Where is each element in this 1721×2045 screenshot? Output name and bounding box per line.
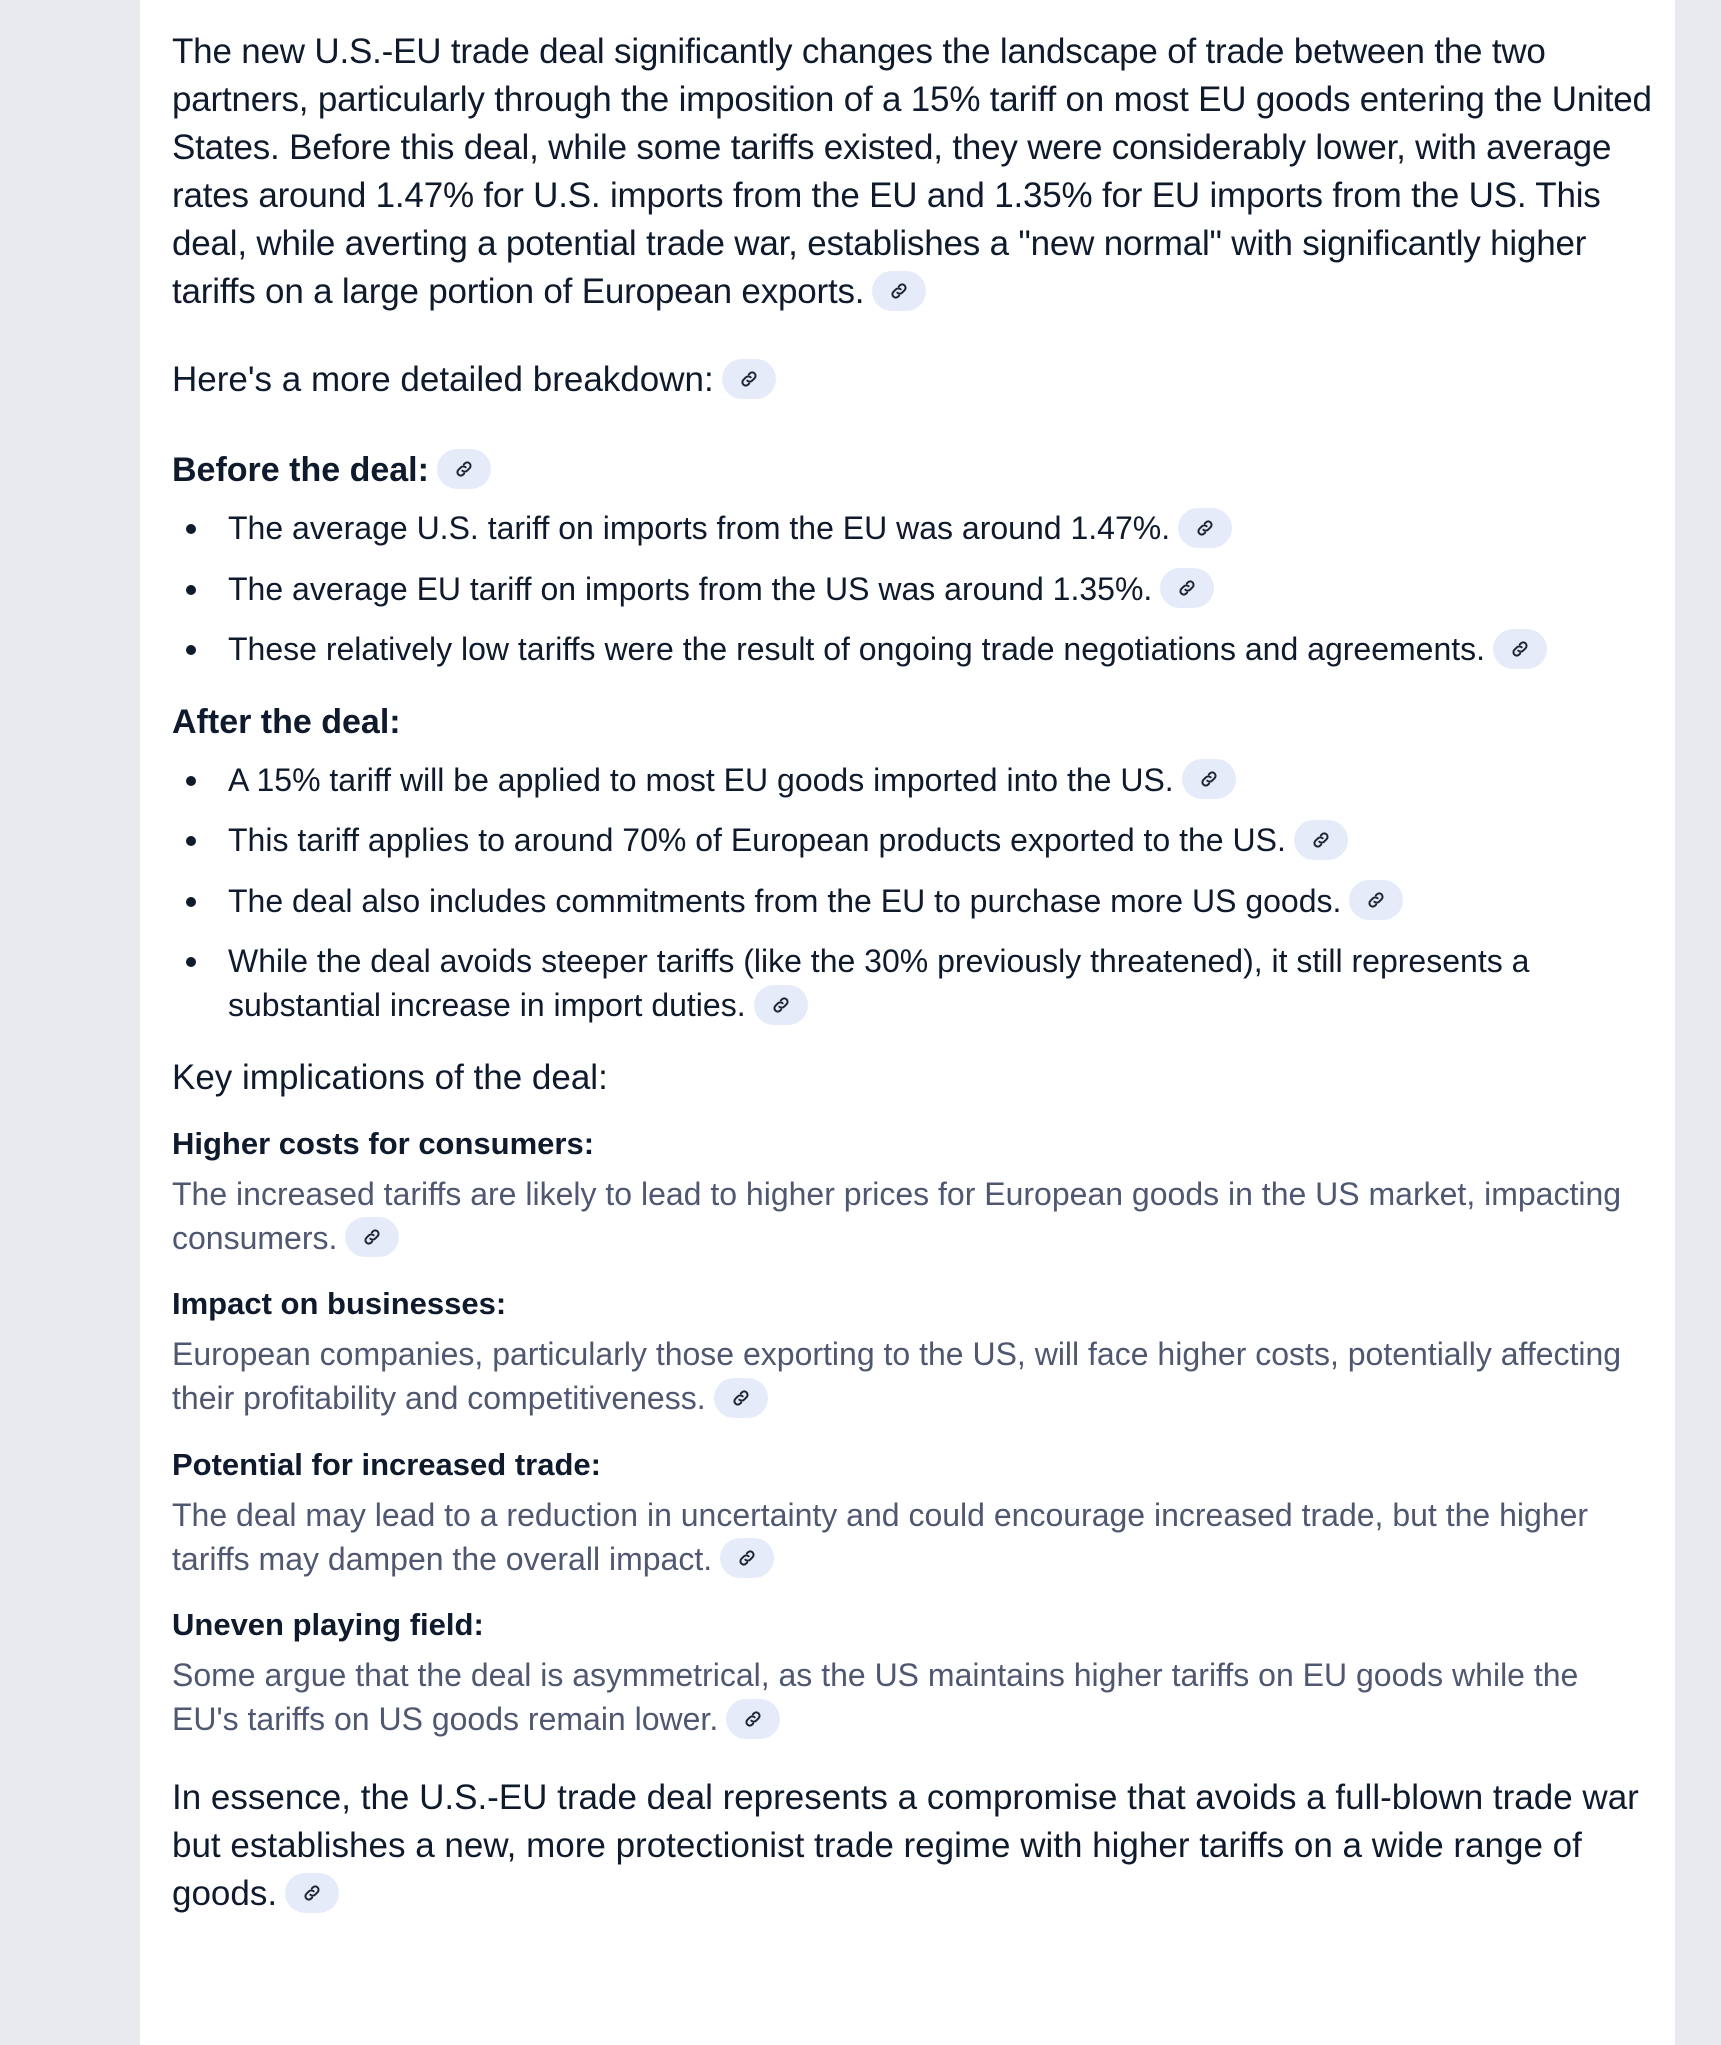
implication-text (172, 1493, 1652, 1582)
link-icon (889, 281, 909, 301)
link-icon (1199, 769, 1219, 789)
bullet-icon (186, 776, 196, 786)
implication-title: Potential for increased trade: (172, 1446, 601, 1482)
link-icon (771, 995, 791, 1015)
after-heading (172, 698, 1652, 746)
intro-text: The new U.S.-EU trade deal significantly changes the landscape of trade between the two partners, particularly through the imposition of a 15% tariff on most EU goods entering the United States. Before this deal, while some tariffs existed, they were considerably lower, with average rates around 1.47% for U.S. imports from the EU and 1.35% for EU imports from the US. This deal, while averting a potential trade war, establishes a "new normal" with significantly higher tariffs on a large portion of European exports. (172, 32, 1652, 311)
source-link-chip[interactable] (1493, 629, 1547, 669)
implication-block (172, 1282, 1652, 1421)
link-icon (1177, 578, 1197, 598)
bullet-icon (186, 645, 196, 655)
implication-block (172, 1122, 1652, 1261)
list-item-text: While the deal avoids steeper tariffs (like the 30% previously threatened), it still represents a substantial increase in import duties. (228, 943, 1530, 1024)
before-list (172, 506, 1652, 672)
implication-text-body: The deal may lead to a reduction in uncertainty and could encourage increased trade, but the higher tariffs may dampen the overall impact. (172, 1496, 1589, 1577)
outro-paragraph (172, 1774, 1652, 1918)
list-item-text: These relatively low tariffs were the result of ongoing trade negotiations and agreements. (228, 631, 1486, 668)
link-icon (302, 1883, 322, 1903)
list-item-text: A 15% tariff will be applied to most EU goods imported into the US. (228, 761, 1174, 798)
implication-text-body: The increased tariffs are likely to lead to higher prices for European goods in the US market, impacting consumers. (172, 1175, 1622, 1256)
before-heading (172, 446, 1652, 494)
list-item (172, 818, 1652, 863)
source-link-chip[interactable] (437, 449, 491, 489)
implication-block (172, 1443, 1652, 1582)
bullet-icon (186, 524, 196, 534)
link-icon (739, 369, 759, 389)
source-link-chip[interactable] (722, 359, 776, 399)
list-item (172, 939, 1652, 1028)
list-item (172, 567, 1652, 612)
source-link-chip[interactable] (726, 1699, 780, 1739)
bullet-icon (186, 585, 196, 595)
source-link-chip[interactable] (1294, 820, 1348, 860)
bullet-icon (186, 957, 196, 967)
bullet-icon (186, 897, 196, 907)
after-list (172, 758, 1652, 1028)
source-link-chip[interactable] (1182, 759, 1236, 799)
implication-text (172, 1172, 1652, 1261)
list-item (172, 627, 1652, 672)
source-link-chip[interactable] (1349, 880, 1403, 920)
list-item-text: The average U.S. tariff on imports from the EU was around 1.47%. (228, 510, 1171, 546)
link-icon (737, 1548, 757, 1568)
implication-title: Higher costs for consumers: (172, 1125, 595, 1161)
list-item (172, 506, 1652, 551)
implication-block (172, 1603, 1652, 1742)
implication-text-body: Some argue that the deal is asymmetrical, as the US maintains higher tariffs on EU goods while the EU's tariffs on US goods remain lower. (172, 1657, 1579, 1738)
implication-text (172, 1332, 1652, 1421)
bullet-icon (186, 836, 196, 846)
before-heading-text: Before the deal: (172, 451, 429, 489)
source-link-chip[interactable] (720, 1538, 774, 1578)
implication-text-body: European companies, particularly those exporting to the US, will face higher costs, potentially affecting their profitability and competitiveness. (172, 1336, 1622, 1417)
link-icon (743, 1709, 763, 1729)
list-item-text: The average EU tariff on imports from the US was around 1.35%. (228, 570, 1153, 607)
implication-title: Uneven playing field: (172, 1607, 484, 1643)
source-link-chip[interactable] (872, 271, 926, 311)
implication-title: Impact on businesses: (172, 1286, 507, 1322)
link-icon (454, 459, 474, 479)
list-item (172, 879, 1652, 924)
response-content (172, 28, 1652, 1918)
outro-text: In essence, the U.S.-EU trade deal represents a compromise that avoids a full-blown trade war but establishes a new, more protectionist trade regime with higher tariffs on a wide range of goods. (172, 1778, 1639, 1914)
link-icon (1195, 518, 1215, 538)
link-icon (1366, 890, 1386, 910)
link-icon (731, 1388, 751, 1408)
intro-paragraph (172, 28, 1652, 316)
implications-heading (172, 1054, 1652, 1102)
implication-text (172, 1653, 1652, 1742)
source-link-chip[interactable] (754, 985, 808, 1025)
after-heading-text: After the deal: (172, 702, 401, 741)
source-link-chip[interactable] (285, 1873, 339, 1913)
list-item-text: The deal also includes commitments from the EU to purchase more US goods. (228, 882, 1342, 919)
source-link-chip[interactable] (1160, 568, 1214, 608)
link-icon (362, 1227, 382, 1247)
source-link-chip[interactable] (1178, 508, 1232, 548)
list-item-text: This tariff applies to around 70% of European products exported to the US. (228, 822, 1286, 859)
implications-heading-text: Key implications of the deal: (172, 1057, 608, 1097)
list-item (172, 758, 1652, 803)
response-card (140, 0, 1675, 2045)
source-link-chip[interactable] (345, 1217, 399, 1257)
lead-text: Here's a more detailed breakdown: (172, 360, 714, 399)
link-icon (1311, 830, 1331, 850)
breakdown-lead (172, 356, 1652, 404)
source-link-chip[interactable] (714, 1378, 768, 1418)
link-icon (1510, 639, 1530, 659)
